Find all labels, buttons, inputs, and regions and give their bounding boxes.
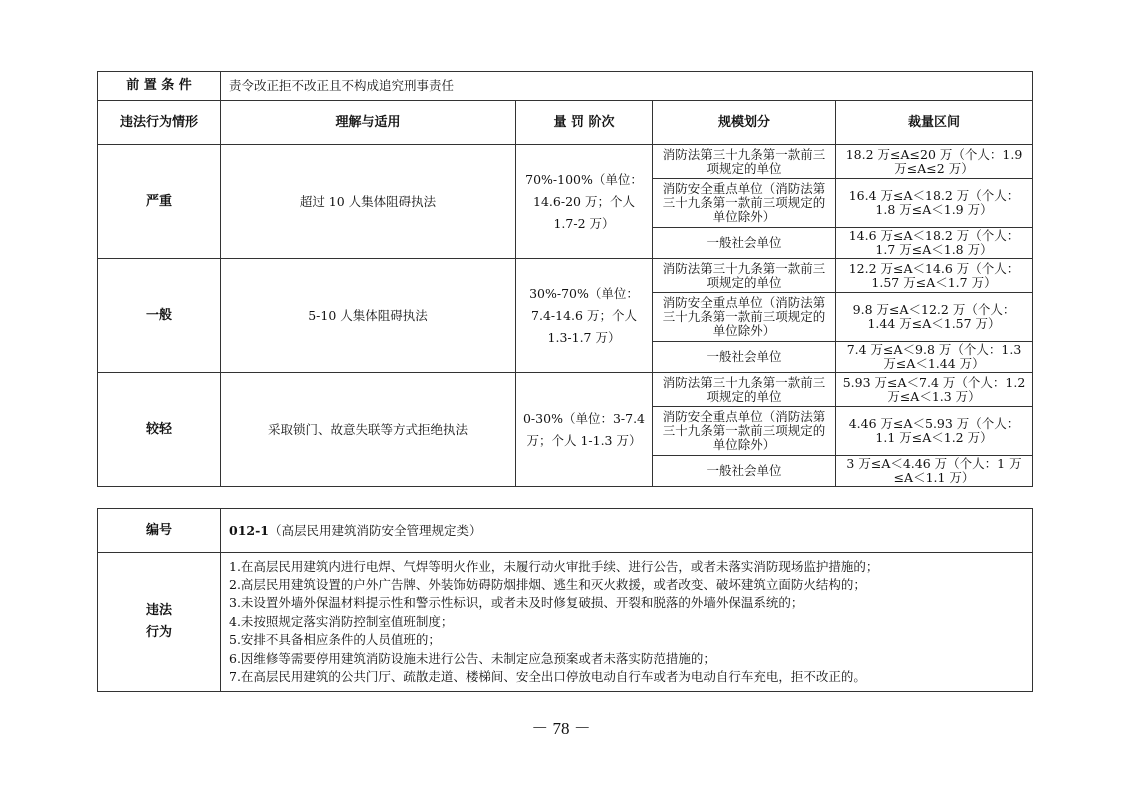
scale-cell: 消防安全重点单位（消防法第三十九条第一款前三项规定的单位除外） bbox=[653, 407, 836, 456]
situation-description: 5-10 人集体阻碍执法 bbox=[221, 259, 516, 373]
header-behavior-situation: 违法行为情形 bbox=[98, 101, 221, 145]
scale-cell: 消防法第三十九条第一款前三项规定的单位 bbox=[653, 259, 836, 293]
list-item: 1.在高层民用建筑内进行电焊、气焊等明火作业，未履行动火审批手续、进行公告，或者未落实消防现场监护措施的； bbox=[229, 558, 879, 574]
behavior-list bbox=[221, 553, 1033, 692]
range-cell: 14.6 万≤A＜18.2 万（个人：1.7 万≤A＜1.8 万） bbox=[836, 228, 1033, 259]
penalty-range: 70%-100%（单位：14.6-20 万；个人 1.7-2 万） bbox=[516, 145, 653, 259]
severity-label: 严重 bbox=[98, 145, 221, 259]
list-item: 2.高层民用建筑设置的户外广告牌、外装饰妨碍防烟排烟、逃生和灭火救援，或者改变、破坏建筑立面防火结构的； bbox=[229, 576, 866, 592]
range-cell: 9.8 万≤A＜12.2 万（个人：1.44 万≤A＜1.57 万） bbox=[836, 293, 1033, 342]
situation-description: 超过 10 人集体阻碍执法 bbox=[221, 145, 516, 259]
precondition-text: 责令改正拒不改正且不构成追究刑事责任 bbox=[221, 72, 1033, 101]
scale-cell: 一般社会单位 bbox=[653, 342, 836, 373]
situation-description: 采取锁门、故意失联等方式拒绝执法 bbox=[221, 373, 516, 487]
scale-cell: 消防安全重点单位（消防法第三十九条第一款前三项规定的单位除外） bbox=[653, 179, 836, 228]
violation-items-table bbox=[97, 508, 1033, 692]
number-value bbox=[221, 509, 1033, 553]
range-cell: 18.2 万≤A≤20 万（个人：1.9 万≤A≤2 万） bbox=[836, 145, 1033, 179]
list-item: 6.因维修等需要停用建筑消防设施未进行公告、未制定应急预案或者未落实防范措施的； bbox=[229, 650, 716, 666]
scale-cell: 一般社会单位 bbox=[653, 228, 836, 259]
header-discretion-range: 裁量区间 bbox=[836, 101, 1033, 145]
header-penalty-level: 量 罚 阶次 bbox=[516, 101, 653, 145]
range-cell: 12.2 万≤A＜14.6 万（个人：1.57 万≤A＜1.7 万） bbox=[836, 259, 1033, 293]
range-cell: 4.46 万≤A＜5.93 万（个人：1.1 万≤A＜1.2 万） bbox=[836, 407, 1033, 456]
page-number: － 78 － bbox=[531, 719, 591, 738]
penalty-range: 30%-70%（单位：7.4-14.6 万；个人 1.3-1.7 万） bbox=[516, 259, 653, 373]
header-scale: 规模划分 bbox=[653, 101, 836, 145]
behavior-label bbox=[98, 553, 221, 692]
list-item: 3.未设置外墙外保温材料提示性和警示性标识，或者未及时修复破损、开裂和脱落的外墙外保温系统的； bbox=[229, 595, 804, 611]
severity-label: 较轻 bbox=[98, 373, 221, 487]
list-item: 5.安排不具备相应条件的人员值班的； bbox=[229, 632, 441, 648]
scale-cell: 消防法第三十九条第一款前三项规定的单位 bbox=[653, 145, 836, 179]
penalty-range: 0-30%（单位：3-7.4 万；个人 1-1.3 万） bbox=[516, 373, 653, 487]
list-item: 4.未按照规定落实消防控制室值班制度； bbox=[229, 613, 454, 629]
range-cell: 16.4 万≤A＜18.2 万（个人：1.8 万≤A＜1.9 万） bbox=[836, 179, 1033, 228]
range-cell: 3 万≤A＜4.46 万（个人：1 万≤A＜1.1 万） bbox=[836, 456, 1033, 487]
behavior-label-text: 违法行为 bbox=[145, 603, 172, 640]
list-item: 7.在高层民用建筑的公共门厅、疏散走道、楼梯间、安全出口停放电动自行车或者为电动自行车充电，拒不改正的。 bbox=[229, 669, 866, 685]
precondition-label: 前 置 条 件 bbox=[98, 72, 221, 101]
scale-cell: 消防法第三十九条第一款前三项规定的单位 bbox=[653, 373, 836, 407]
header-understanding: 理解与适用 bbox=[221, 101, 516, 145]
penalty-discretion-table bbox=[97, 71, 1033, 487]
number-code: 012-1 bbox=[229, 522, 269, 538]
severity-label: 一般 bbox=[98, 259, 221, 373]
scale-cell: 消防安全重点单位（消防法第三十九条第一款前三项规定的单位除外） bbox=[653, 293, 836, 342]
range-cell: 5.93 万≤A＜7.4 万（个人：1.2 万≤A＜1.3 万） bbox=[836, 373, 1033, 407]
scale-cell: 一般社会单位 bbox=[653, 456, 836, 487]
number-title: （高层民用建筑消防安全管理规定类） bbox=[268, 522, 482, 538]
range-cell: 7.4 万≤A＜9.8 万（个人：1.3 万≤A＜1.44 万） bbox=[836, 342, 1033, 373]
number-label: 编号 bbox=[98, 509, 221, 553]
